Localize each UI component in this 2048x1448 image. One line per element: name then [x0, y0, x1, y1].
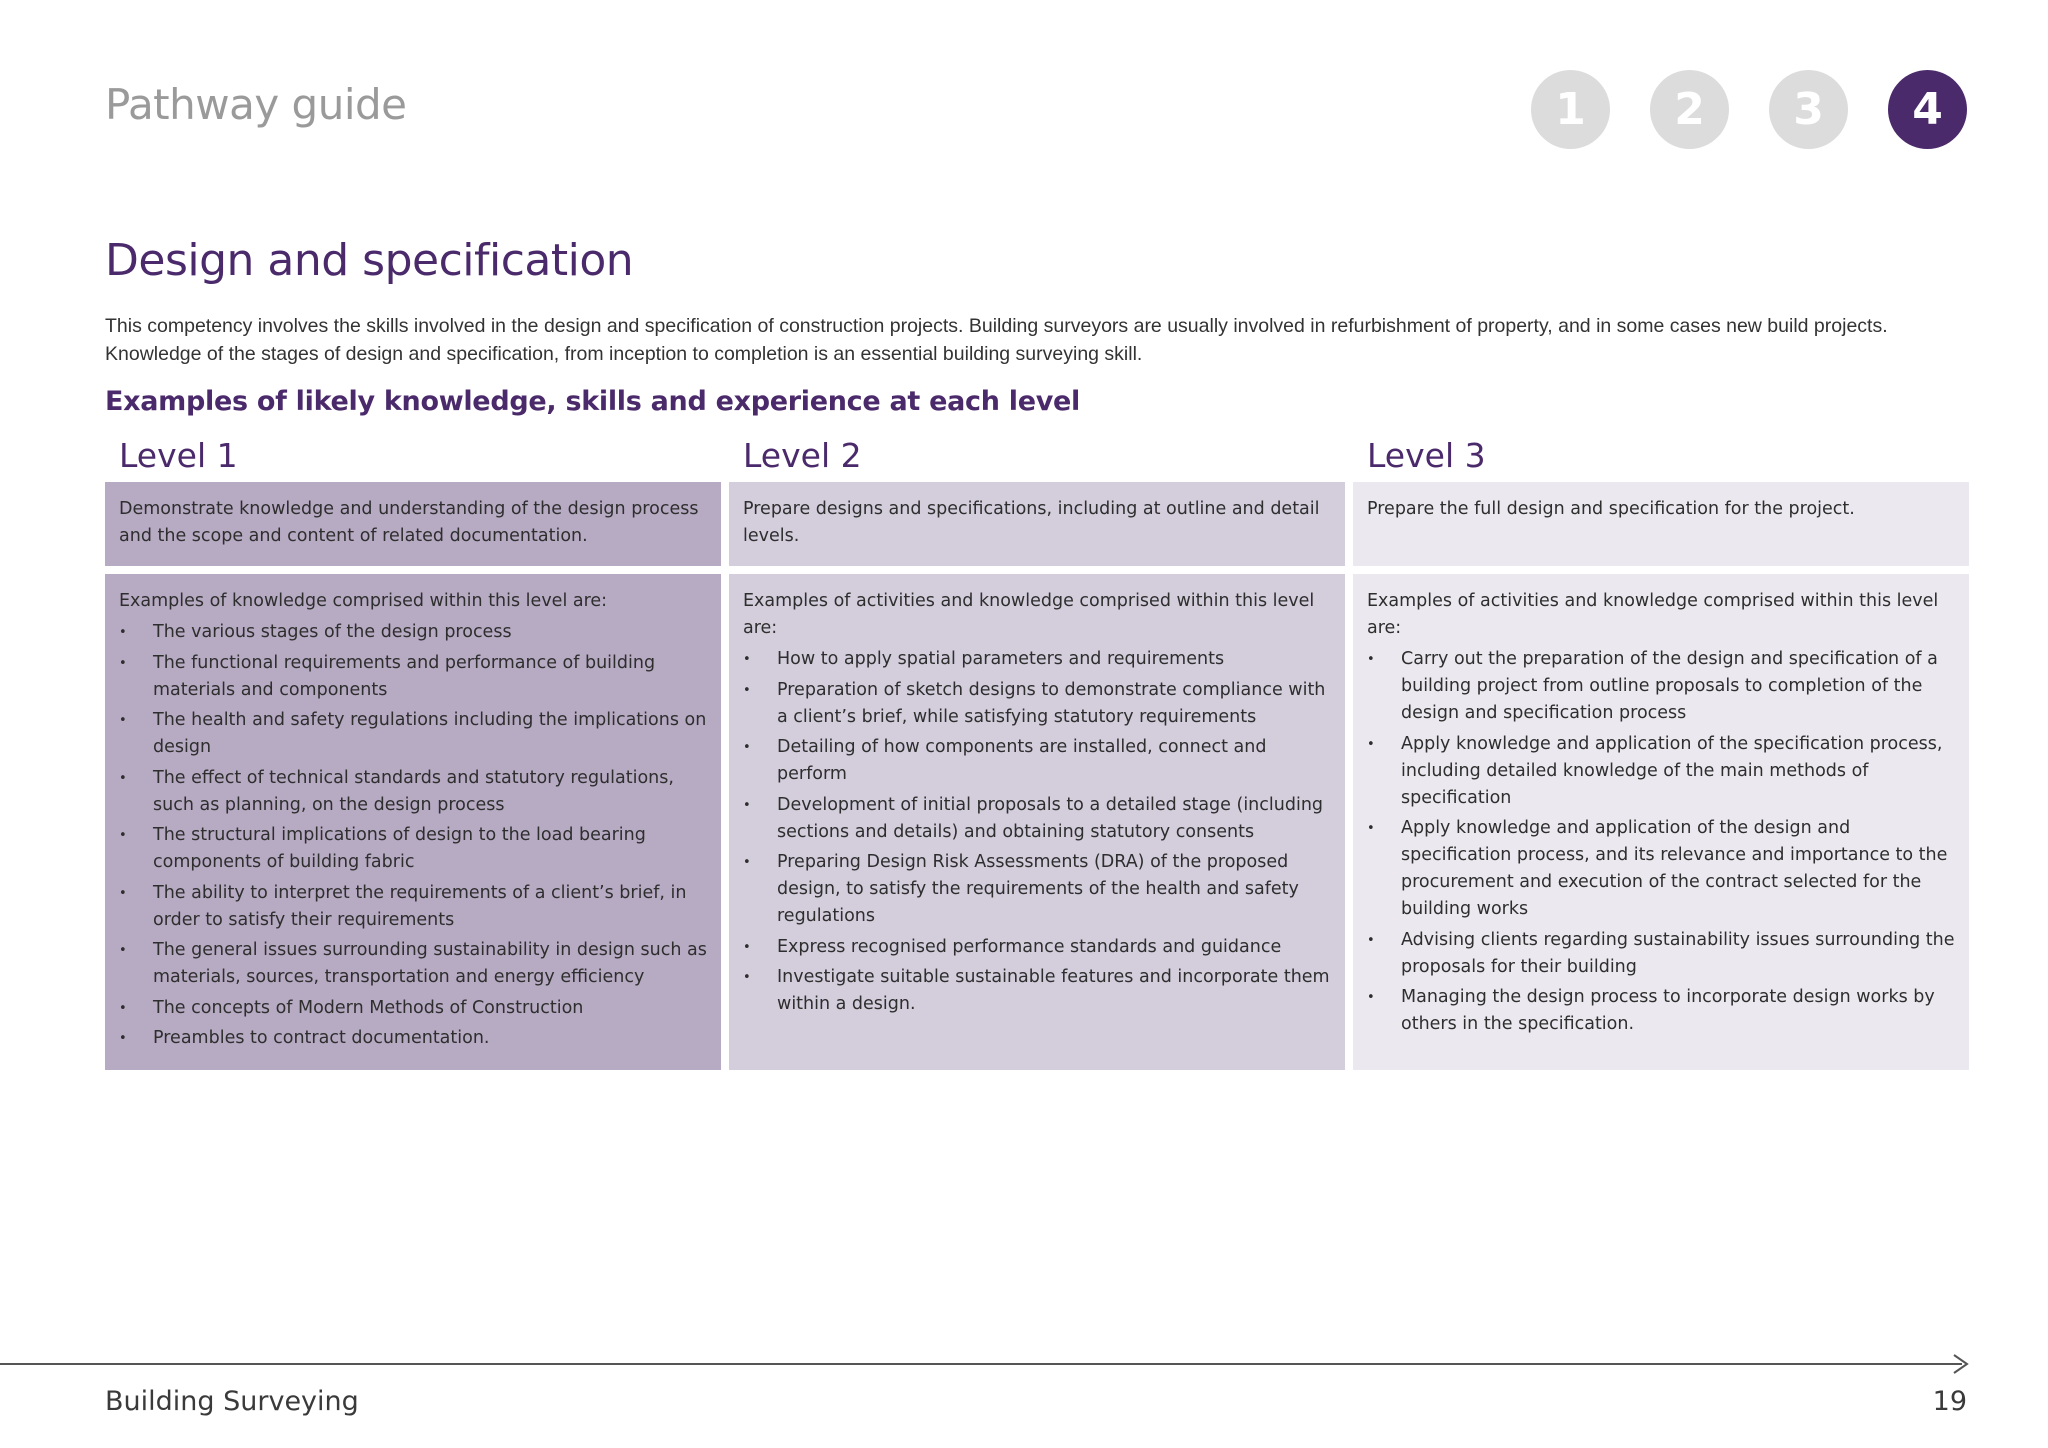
level-2-detail-intro: Examples of activities and knowledge comprised within this level are:	[743, 591, 1315, 638]
step-4-active[interactable]: 4	[1888, 70, 1967, 149]
list-item: • The effect of technical standards and statutory regulations, such as planning, on the design process	[119, 765, 707, 819]
level-3-summary: Prepare the full design and specification for the project.	[1353, 482, 1969, 566]
list-item: • Investigate suitable sustainable features and incorporate them within a design.	[743, 964, 1331, 1018]
list-item: • The health and safety regulations including the implications on design	[119, 707, 707, 761]
arrow-right-icon	[1950, 1353, 1970, 1375]
step-1[interactable]: 1	[1531, 70, 1610, 149]
list-item: • The functional requirements and performance of building materials and components	[119, 650, 707, 704]
list-item: • How to apply spatial parameters and requirements	[743, 646, 1331, 673]
level-3-detail	[1353, 574, 1969, 1070]
level-1-summary: Demonstrate knowledge and understanding of the design process and the scope and content of related documentation.	[105, 482, 721, 566]
header-title: Pathway guide	[105, 80, 407, 129]
level-2-items	[743, 646, 1331, 1018]
step-3[interactable]: 3	[1769, 70, 1848, 149]
level-2-label: Level 2	[743, 436, 862, 475]
level-3-label: Level 3	[1367, 436, 1486, 475]
level-3-items	[1367, 646, 1955, 1038]
level-2-summary: Prepare designs and specifications, including at outline and detail levels.	[729, 482, 1345, 566]
level-1-label: Level 1	[119, 436, 238, 475]
page-number: 19	[1932, 1386, 1967, 1417]
level-2-column	[729, 430, 1345, 1070]
list-item: • The ability to interpret the requirements of a client’s brief, in order to satisfy their requirements	[119, 880, 707, 934]
step-indicator	[1531, 70, 1967, 149]
step-2[interactable]: 2	[1650, 70, 1729, 149]
level-3-detail-intro: Examples of activities and knowledge comprised within this level are:	[1367, 591, 1939, 638]
list-item: • Preambles to contract documentation.	[119, 1025, 707, 1052]
list-item: • Development of initial proposals to a detailed stage (including sections and details) and obtaining statutory consents	[743, 792, 1331, 846]
level-2-detail	[729, 574, 1345, 1070]
list-item: • Express recognised performance standards and guidance	[743, 934, 1331, 961]
level-1-detail	[105, 574, 721, 1070]
list-item: • The structural implications of design to the load bearing components of building fabric	[119, 822, 707, 876]
list-item: • The various stages of the design process	[119, 619, 707, 646]
level-1-column	[105, 430, 721, 1070]
level-3-column	[1353, 430, 1969, 1070]
list-item: • The general issues surrounding sustainability in design such as materials, sources, transportation and energy efficiency	[119, 937, 707, 991]
section-title: Design and specification	[105, 235, 634, 286]
list-item: • Preparing Design Risk Assessments (DRA) of the proposed design, to satisfy the requirements of the health and safety regulations	[743, 849, 1331, 930]
level-1-detail-intro: Examples of knowledge comprised within this level are:	[119, 591, 608, 611]
list-item: • Advising clients regarding sustainability issues surrounding the proposals for their building	[1367, 927, 1955, 981]
list-item: • Carry out the preparation of the design and specification of a building project from outline proposals to completion of the design and specification process	[1367, 646, 1955, 727]
levels-grid	[105, 430, 1969, 1070]
list-item: • Preparation of sketch designs to demonstrate compliance with a client’s brief, while satisfying statutory requirements	[743, 677, 1331, 731]
level-1-items	[119, 619, 707, 1052]
footer-divider	[0, 1363, 1962, 1365]
section-intro: This competency involves the skills involved in the design and specification of construction projects. Building surveyors are usually involved in refurbishment of property, and in some cases new build projects. Knowledge of the stages of design and specification, from inception to completion is an essential building surveying skill.	[105, 315, 1888, 365]
list-item: • Apply knowledge and application of the specification process, including detailed knowledge of the main methods of specification	[1367, 731, 1955, 812]
examples-heading: Examples of likely knowledge, skills and experience at each level	[105, 386, 1080, 417]
footer-title: Building Surveying	[105, 1386, 359, 1417]
list-item: • Managing the design process to incorporate design works by others in the specification.	[1367, 984, 1955, 1038]
list-item: • The concepts of Modern Methods of Construction	[119, 995, 707, 1022]
list-item: • Detailing of how components are installed, connect and perform	[743, 734, 1331, 788]
list-item: • Apply knowledge and application of the design and specification process, and its relevance and importance to the procurement and execution of the contract selected for the building works	[1367, 815, 1955, 923]
